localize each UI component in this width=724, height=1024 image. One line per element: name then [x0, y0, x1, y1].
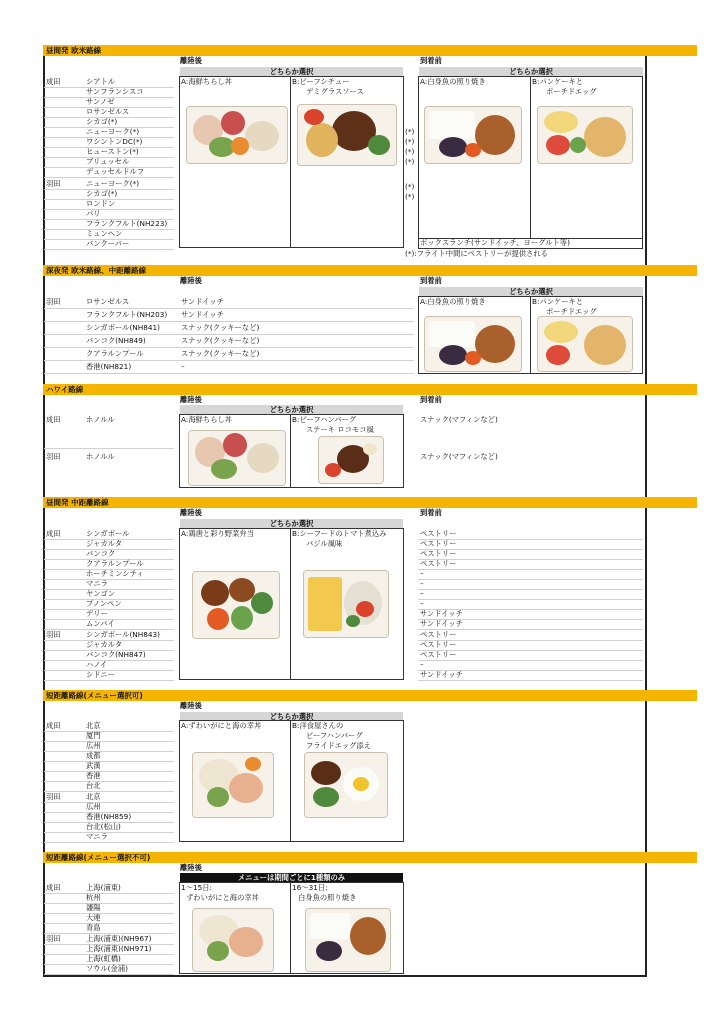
city-name: ヒューストン(*): [86, 147, 139, 156]
row-divider: [418, 579, 643, 580]
origin-haneda: 羽田: [46, 179, 61, 188]
row-divider: [44, 660, 174, 661]
city-name: サンフランシスコ: [86, 87, 144, 96]
city-name: ブリュッセル: [86, 157, 130, 166]
pastry-marker: (*): [405, 137, 415, 146]
origin-narita: 成田: [46, 721, 61, 730]
city-name: フランクフルト(NH223): [86, 219, 168, 228]
city-name: バンコク: [86, 549, 116, 558]
period-1-label: 1〜15日:: [181, 883, 212, 892]
pancake-photo: [537, 106, 633, 164]
departure-header: 離陸後: [180, 395, 202, 404]
row-divider: [418, 569, 643, 570]
city-name: ヤンゴン: [86, 589, 116, 598]
choice-header: どちらか選択: [180, 519, 403, 528]
arrival-header: 到着前: [420, 56, 442, 65]
departure-header: 離陸後: [180, 701, 202, 710]
meal-b-label-2: デミグラスソース: [306, 87, 364, 96]
crab-seafood-bowl-photo: [192, 752, 274, 818]
seafood-tomato-photo: [303, 570, 389, 638]
row-divider: [44, 761, 174, 762]
meal-b-label-2: ビーフハンバーグ: [306, 731, 363, 740]
city-name: 台北: [86, 781, 101, 790]
choice-header: どちらか選択: [180, 405, 403, 414]
meal-b-label-2: バジル風味: [306, 539, 343, 548]
city-name: 大連: [86, 913, 101, 922]
city-name: ロサンゼルス: [86, 297, 130, 306]
meal-b-label: B:シーフードのトマト煮込み: [292, 529, 387, 538]
arrival-header: 到着前: [420, 508, 442, 517]
meal-a-label: A:鶏唐と彩り野菜弁当: [181, 529, 254, 538]
period-2-meal-name: 白身魚の照り焼き: [298, 893, 357, 902]
city-name: フランクフルト(NH203): [86, 310, 168, 319]
arrival-meal: ペストリー: [420, 539, 457, 548]
box-lunch-note: ボックスランチ(サンドイッチ、ヨーグルト等): [420, 238, 570, 247]
city-name: 北京: [86, 721, 101, 730]
arrival-meal: サンドイッチ: [420, 609, 463, 618]
row-divider: [44, 832, 174, 833]
section-header-daytime-mid: 昼間発 中距離路線: [43, 497, 697, 508]
departure-meal: サンドイッチ: [181, 297, 224, 306]
arrival-snack: スナック(マフィンなど): [420, 415, 498, 424]
period-1-meal-name: ずわいがにと海の幸丼: [186, 893, 259, 902]
city-name: ジャカルタ: [86, 539, 123, 548]
city-name: 広州: [86, 741, 101, 750]
origin-haneda: 羽田: [46, 792, 61, 801]
origin-haneda: 羽田: [46, 934, 61, 943]
teriyaki-fish-photo: [424, 316, 522, 372]
row-divider: [44, 334, 414, 335]
origin-narita: 成田: [46, 77, 61, 86]
meal-a-label: A:ずわいがにと海の幸丼: [181, 721, 262, 730]
departure-header: 離陸後: [180, 863, 202, 872]
section-header-daytime-west: 昼間発 欧米路線: [43, 45, 697, 56]
teriyaki-fish-photo: [424, 106, 522, 164]
departure-meal: スナック(クッキーなど): [181, 323, 260, 332]
city-name: クアラルンプール: [86, 349, 144, 358]
city-name: プノンペン: [86, 599, 122, 608]
origin-haneda: 羽田: [46, 630, 61, 639]
departure-header: 離陸後: [180, 276, 202, 285]
row-divider: [44, 609, 174, 610]
row-divider: [44, 903, 174, 904]
row-divider: [44, 209, 174, 210]
row-divider: [44, 802, 174, 803]
western-hamburg-photo: [304, 752, 388, 818]
city-name: シカゴ(*): [86, 189, 118, 198]
arrival-meal: ペストリー: [420, 549, 457, 558]
fixed-menu-banner: メニューは期間ごとに1種類のみ: [180, 873, 403, 882]
row-divider: [44, 373, 414, 374]
row-divider: [44, 923, 174, 924]
section-header-short-choice: 短距離路線(メニュー選択可): [43, 690, 697, 701]
section-header-late-night: 深夜発 欧米路線、中距離路線: [43, 265, 697, 276]
city-name: 青島: [86, 923, 101, 932]
meal-b-label: B:ビーフシチュー: [292, 77, 350, 86]
row-divider: [44, 781, 174, 782]
meal-b-label-3: フライドエッグ添え: [306, 741, 372, 750]
departure-header: 離陸後: [180, 508, 202, 517]
arrival-meal: ペストリー: [420, 529, 457, 538]
city-name: シンガポール: [86, 529, 130, 538]
departure-header: 離陸後: [180, 56, 202, 65]
origin-narita: 成田: [46, 883, 61, 892]
city-name: ホーチミンシティ: [86, 569, 144, 578]
city-name: 北京: [86, 792, 101, 801]
city-name: 広州: [86, 802, 101, 811]
city-name: 香港(NH859): [86, 812, 132, 821]
city-name: ニューヨーク(*): [86, 127, 140, 136]
city-name: 瀋陽: [86, 903, 101, 912]
row-divider: [44, 308, 414, 309]
city-name: 上海(浦東)(NH971): [86, 944, 152, 953]
city-name: ムンバイ: [86, 619, 115, 628]
city-name: 香港: [86, 771, 101, 780]
origin-haneda: 羽田: [46, 297, 61, 306]
arrival-meal: ペストリー: [420, 559, 457, 568]
city-name: ハノイ: [86, 660, 108, 669]
row-divider: [44, 771, 174, 772]
city-name: シンガポール(NH843): [86, 630, 161, 639]
section-header-short-fixed: 短距離路線(メニュー選択不可): [43, 852, 697, 863]
city-name: シドニー: [86, 670, 115, 679]
city-name: マニラ: [86, 579, 108, 588]
row-divider: [418, 599, 643, 600]
origin-haneda: 羽田: [46, 452, 61, 461]
pastry-marker: (*): [405, 192, 415, 201]
row-divider: [44, 974, 174, 975]
city-name: デリー: [86, 609, 108, 618]
section-header-hawaii: ハワイ路線: [43, 384, 697, 395]
row-divider: [44, 731, 174, 732]
city-name: シカゴ(*): [86, 117, 118, 126]
city-name: シンガポール(NH841): [86, 323, 161, 332]
row-divider: [44, 177, 174, 178]
row-divider: [44, 321, 414, 322]
origin-narita: 成田: [46, 529, 61, 538]
city-name: バンコク(NH849): [86, 336, 146, 345]
row-divider: [44, 842, 174, 843]
chirashi-bowl-photo: [186, 106, 288, 164]
arrival-meal: –: [420, 660, 424, 669]
arrival-b-label-2: ポーチドエッグ: [546, 87, 597, 96]
city-name: ソウル(金浦): [86, 964, 128, 973]
city-name: 杭州: [86, 893, 101, 902]
row-divider: [418, 589, 643, 590]
city-name: ワシントンDC(*): [86, 137, 143, 146]
row-divider: [44, 360, 414, 361]
row-divider: [44, 791, 174, 792]
arrival-b-label-2: ポーチドエッグ: [546, 307, 597, 316]
arrival-meal: サンドイッチ: [420, 619, 463, 628]
city-name: ジャカルタ: [86, 640, 123, 649]
meal-a-label: A:海鮮ちらし丼: [181, 415, 233, 424]
pastry-footnote: (*):フライト中間にペストリーが提供される: [405, 249, 548, 258]
city-name: ロサンゼルス: [86, 107, 130, 116]
city-name: 成都: [86, 751, 101, 760]
meal-a-label: A:海鮮ちらし丼: [181, 77, 233, 86]
city-name: 香港(NH821): [86, 362, 132, 371]
row-divider: [44, 913, 174, 914]
beef-stew-photo: [297, 104, 397, 166]
choice-header: どちらか選択: [180, 67, 403, 76]
row-divider: [44, 680, 174, 681]
arrival-meal: –: [420, 599, 424, 608]
arrival-meal: –: [420, 569, 424, 578]
choice-header-arrival: どちらか選択: [419, 287, 643, 296]
city-name: デュッセルドルフ: [86, 167, 145, 176]
city-name: シアトル: [86, 77, 116, 86]
crab-seafood-bowl-photo: [192, 908, 274, 972]
pastry-marker: (*): [405, 182, 415, 191]
city-name: 厦門: [86, 731, 101, 740]
city-name: クアラルンプール: [86, 559, 144, 568]
arrival-header: 到着前: [420, 276, 442, 285]
city-name: パリ: [86, 209, 101, 218]
row-divider: [44, 741, 174, 742]
meal-b-label: B:ビーフハンバーグ: [292, 415, 357, 424]
arrival-snack: スナック(マフィンなど): [420, 452, 498, 461]
city-name: マニラ: [86, 832, 108, 841]
row-divider: [44, 893, 174, 894]
city-honolulu: ホノルル: [86, 415, 115, 424]
pastry-marker: (*): [405, 157, 415, 166]
city-name: バンコク(NH847): [86, 650, 146, 659]
arrival-a-label: A:白身魚の照り焼き: [420, 77, 486, 86]
meal-b-label-2: ステーキ ロコモコ風: [306, 425, 374, 434]
departure-meal: スナック(クッキーなど): [181, 336, 260, 345]
hamburg-steak-photo: [318, 436, 384, 484]
chirashi-bowl-photo: [188, 430, 286, 486]
city-name: サンノゼ: [86, 97, 115, 106]
city-name: 上海(虹橋): [86, 954, 121, 963]
period-2-label: 16〜31日:: [292, 883, 328, 892]
departure-meal: –: [181, 362, 185, 371]
pastry-marker: (*): [405, 127, 415, 136]
pancake-photo: [537, 316, 633, 372]
meal-b-label: B:洋食屋さんの: [292, 721, 344, 730]
row-divider: [44, 249, 174, 250]
choice-header: どちらか選択: [180, 712, 403, 721]
city-name: 台北(松山): [86, 822, 121, 831]
city-name: バンクーバー: [86, 239, 130, 248]
departure-meal: スナック(クッキーなど): [181, 349, 260, 358]
city-name: ロンドン: [86, 199, 116, 208]
arrival-meal: サンドイッチ: [420, 670, 463, 679]
arrival-header: 到着前: [420, 395, 442, 404]
row-divider: [418, 660, 643, 661]
arrival-meal: ペストリー: [420, 630, 457, 639]
row-divider: [44, 579, 174, 580]
origin-narita: 成田: [46, 415, 61, 424]
arrival-meal: –: [420, 589, 424, 598]
choice-header-arrival: どちらか選択: [419, 67, 643, 76]
arrival-a-label: A:白身魚の照り焼き: [420, 297, 486, 306]
pastry-marker: (*): [405, 147, 415, 156]
departure-meal: サンドイッチ: [181, 310, 224, 319]
city-name: 武漢: [86, 761, 101, 770]
arrival-meal: –: [420, 579, 424, 588]
arrival-b-label: B:パンケーキと: [532, 77, 584, 86]
city-name: ミュンヘン: [86, 229, 123, 238]
city-name: 上海(浦東): [86, 883, 121, 892]
chicken-bento-photo: [192, 571, 280, 639]
row-divider: [44, 347, 414, 348]
arrival-meal: ペストリー: [420, 640, 457, 649]
city-name: 上海(浦東)(NH967): [86, 934, 152, 943]
teriyaki-fish-photo: [305, 908, 391, 972]
city-name: ニューヨーク(*): [86, 179, 140, 188]
arrival-meal: ペストリー: [420, 650, 457, 659]
city-honolulu: ホノルル: [86, 452, 115, 461]
row-divider: [418, 680, 643, 681]
arrival-b-label: B:パンケーキと: [532, 297, 584, 306]
row-divider: [44, 751, 174, 752]
